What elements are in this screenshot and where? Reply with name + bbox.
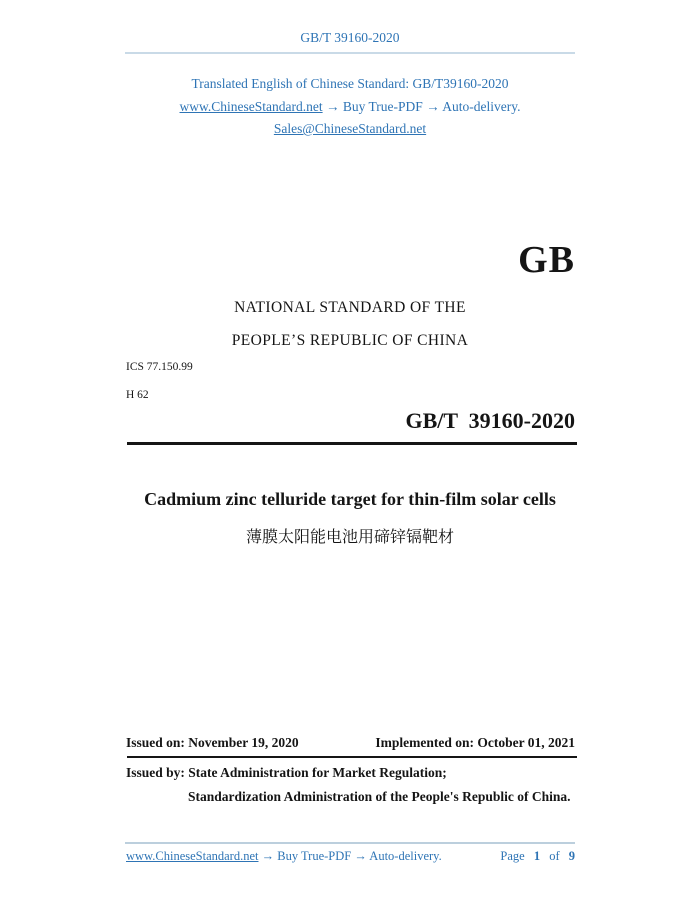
footer-buy-line	[126, 849, 442, 864]
header-rule	[125, 52, 575, 54]
footer-row	[126, 849, 575, 864]
header-sales-line	[0, 121, 700, 137]
page-indicator	[500, 849, 575, 864]
issued-on-date: Issued on: November 19, 2020	[126, 735, 299, 750]
translated-standard-line: Translated English of Chinese Standard: GB/T39160-2020	[191, 76, 509, 91]
implemented-on-date: Implemented on: October 01, 2021	[375, 735, 575, 750]
title-english: Cadmium zinc telluride target for thin-film solar cells	[144, 489, 556, 509]
footer-buy-line-rest: → Buy True-PDF → Auto-delivery.	[261, 849, 442, 863]
sales-email-link[interactable]: Sales@ChineseStandard.net	[273, 121, 427, 136]
gb-logo: GB	[518, 239, 575, 281]
header-doc-number: GB/T 39160-2020	[300, 30, 400, 45]
website-link[interactable]: www.ChineseStandard.net	[179, 99, 323, 114]
dates-row	[126, 735, 575, 751]
ics-code: ICS 77.150.99	[126, 361, 193, 373]
page-label: Page	[500, 849, 525, 863]
header-buy-line	[0, 99, 700, 115]
page-of-label: of	[549, 849, 560, 863]
footer-rule	[125, 842, 575, 844]
footer-website-link[interactable]: www.ChineseStandard.net	[126, 849, 259, 863]
title-chinese: 薄膜太阳能电池用碲锌镉靶材	[245, 529, 454, 546]
standard-number: GB/T 39160-2020	[405, 408, 575, 433]
buy-line-rest: → Buy True-PDF → Auto-delivery.	[325, 99, 521, 114]
national-standard-line2: PEOPLE’S REPUBLIC OF CHINA	[231, 332, 469, 349]
issued-by-line1: Issued by: State Administration for Market Regulation;	[126, 765, 447, 780]
national-standard-line1: NATIONAL STANDARD OF THE	[234, 299, 466, 316]
issued-by-line2: Standardization Administration of the People's Republic of China.	[188, 789, 571, 804]
standard-number-rule	[127, 442, 577, 445]
page-current: 1	[533, 849, 541, 863]
dates-rule	[127, 756, 577, 758]
doc-class-code: H 62	[126, 389, 149, 401]
page-total: 9	[568, 849, 575, 863]
